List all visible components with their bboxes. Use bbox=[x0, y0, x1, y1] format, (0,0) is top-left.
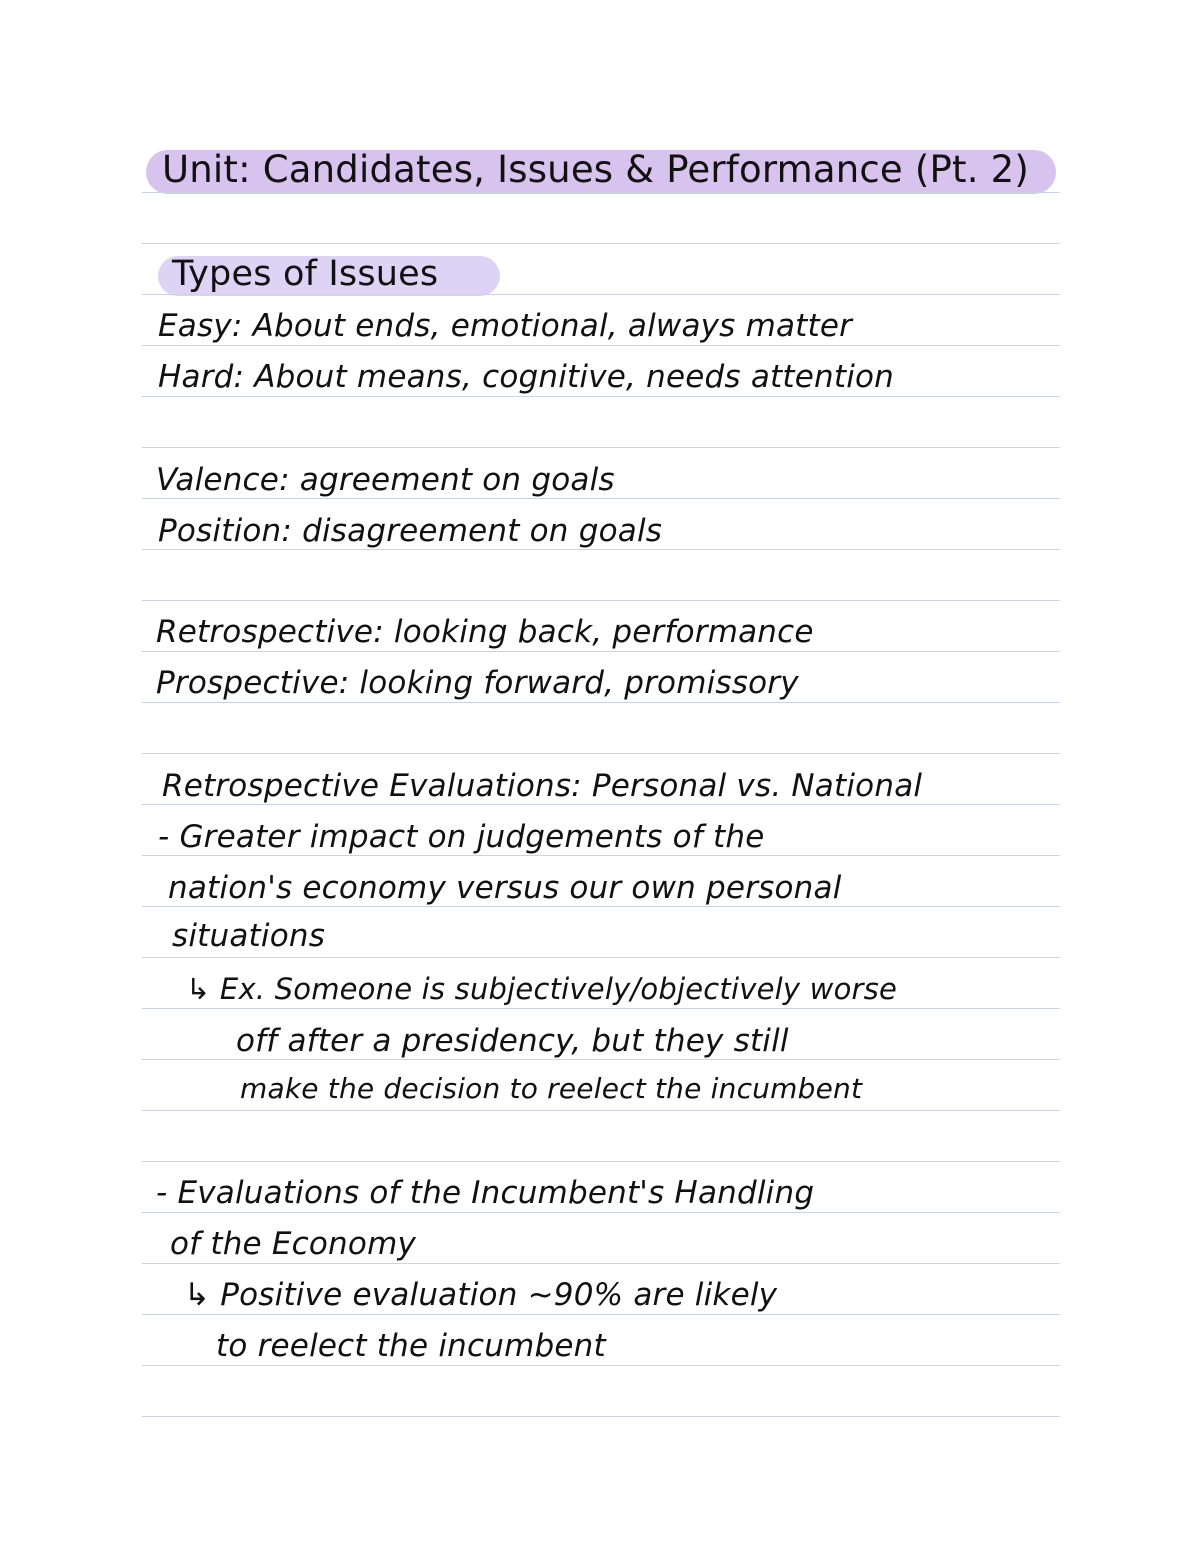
note-line-hard: Hard: About means, cognitive, needs attention bbox=[158, 359, 895, 395]
note-line-bullet1-1: - Greater impact on judgements of the bbox=[158, 819, 765, 855]
ruled-line bbox=[142, 651, 1060, 652]
note-line-bullet1-2: nation's economy versus our own personal bbox=[168, 870, 842, 906]
ruled-line bbox=[142, 1365, 1060, 1366]
note-line-easy: Easy: About ends, emotional, always matter bbox=[158, 308, 853, 344]
note-line-sub1-1: ↳ Ex. Someone is subjectively/objectively worse bbox=[186, 972, 898, 1006]
note-line-bullet2-1: - Evaluations of the Incumbent's Handling bbox=[156, 1175, 815, 1211]
ruled-line bbox=[142, 396, 1060, 397]
ruled-line bbox=[142, 1314, 1060, 1315]
section-heading: Types of Issues bbox=[172, 254, 439, 294]
ruled-line bbox=[142, 957, 1060, 958]
ruled-line bbox=[142, 702, 1060, 703]
ruled-line bbox=[142, 447, 1060, 448]
note-line-sub2-2: to reelect the incumbent bbox=[216, 1328, 606, 1364]
ruled-line bbox=[142, 549, 1060, 550]
ruled-line bbox=[142, 1212, 1060, 1213]
ruled-line bbox=[142, 600, 1060, 601]
note-line-valence: Valence: agreement on goals bbox=[156, 462, 615, 498]
note-line-sub1-2: off after a presidency, but they still bbox=[236, 1023, 789, 1059]
page-title: Unit: Candidates, Issues & Performance (Pt. 2) bbox=[162, 148, 1030, 191]
ruled-line bbox=[142, 1059, 1060, 1060]
ruled-line bbox=[142, 345, 1060, 346]
note-line-sub1-3: make the decision to reelect the incumbent bbox=[240, 1072, 863, 1105]
ruled-line bbox=[142, 804, 1060, 805]
ruled-line bbox=[142, 753, 1060, 754]
ruled-line bbox=[142, 1161, 1060, 1162]
ruled-line bbox=[142, 1008, 1060, 1009]
note-line-sub2-1: ↳ Positive evaluation ~90% are likely bbox=[184, 1277, 778, 1313]
ruled-line bbox=[142, 855, 1060, 856]
ruled-line bbox=[142, 1416, 1060, 1417]
note-line-prospective: Prospective: looking forward, promissory bbox=[156, 665, 799, 701]
ruled-line bbox=[142, 1263, 1060, 1264]
note-line-bullet1-3: situations bbox=[172, 918, 326, 954]
note-line-bullet2-2: of the Economy bbox=[170, 1226, 417, 1262]
ruled-line bbox=[142, 906, 1060, 907]
note-line-retrospective: Retrospective: looking back, performance bbox=[156, 614, 814, 650]
ruled-line bbox=[142, 1110, 1060, 1111]
ruled-line bbox=[142, 243, 1060, 244]
note-line-position: Position: disagreement on goals bbox=[158, 513, 663, 549]
ruled-line bbox=[142, 498, 1060, 499]
ruled-line bbox=[142, 294, 1060, 295]
ruled-line bbox=[142, 192, 1060, 193]
note-line-retro-eval-heading: Retrospective Evaluations: Personal vs. National bbox=[162, 768, 923, 804]
